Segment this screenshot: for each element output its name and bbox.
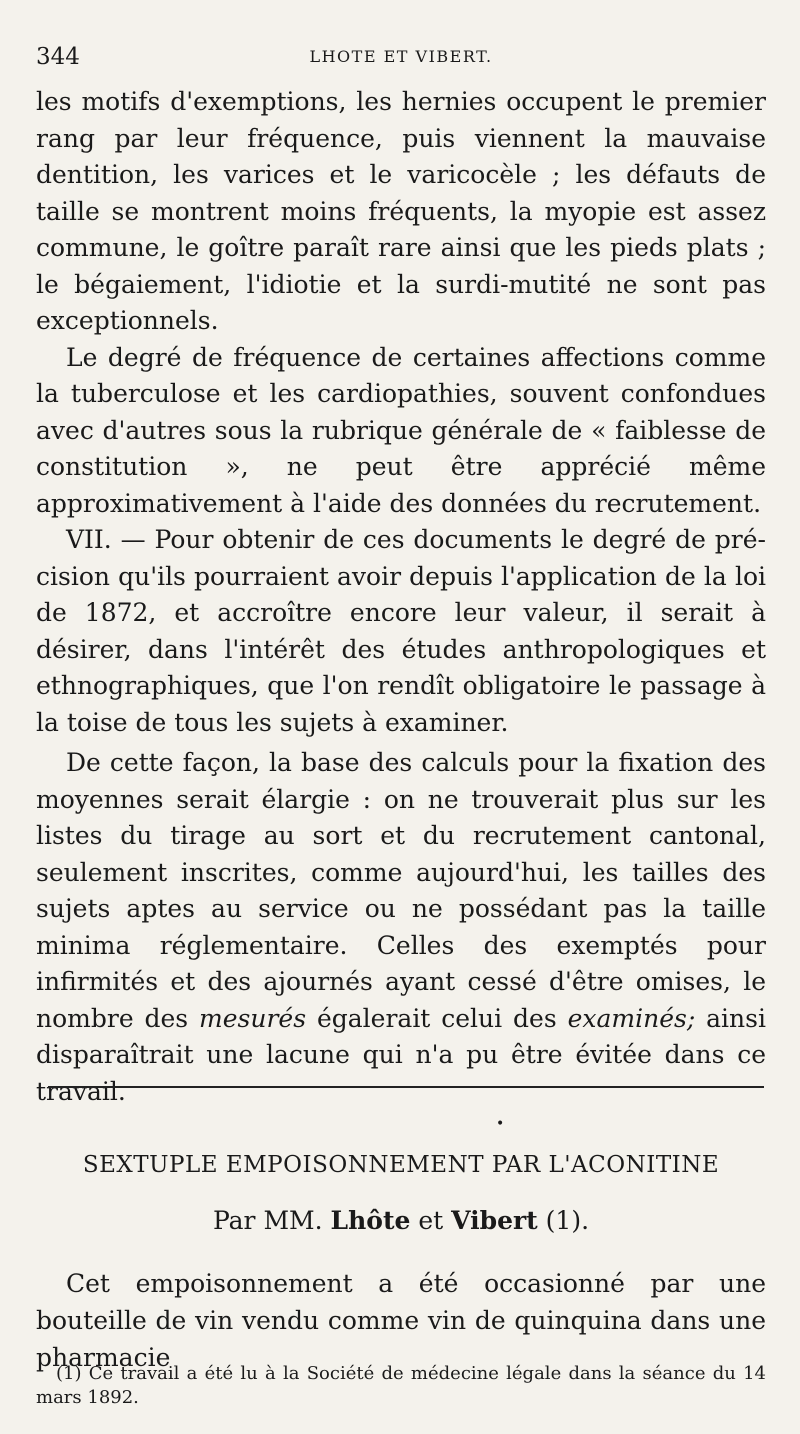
- footnote-reference: (1).: [537, 1206, 590, 1235]
- authors-joiner: et: [410, 1206, 452, 1235]
- running-title: LHOTE ET VIBERT.: [309, 47, 493, 66]
- intro-paragraph: Cet empoisonnement a été occasionné par une bouteille de vin vendu comme vin de quinquina dans une pharmacie: [36, 1269, 766, 1372]
- section-divider: [48, 1086, 764, 1088]
- paragraph-frequency: Le degré de fréquence de certaines affections comme la tuberculose et les cardiopathies, souvent confondues avec d'autres sous la rubrique générale de « faiblesse de constitution », ne peut être apprécié même approximativement à l'aide des données du recrutement.: [36, 342, 766, 518]
- body-text: [36, 84, 766, 1110]
- footnote-text: (1) Ce travail a été lu à la Société de médecine légale dans la séance du 14 mars 1892.: [36, 1363, 766, 1408]
- conclusion-text-1: De cette façon, la base des calculs pour la fixation des moyennes serait élargie : on ne trouverait plus sur les listes du tirage au sort et du recrutement cantonal, seulement inscrites, comme aujourd'hui, les tailles des sujets aptes au service ou ne possédant pas la taille minima réglementaire. Celles des exemptés pour infirmités et des ajournés ayant cessé d'être omises, le nombre des: [36, 748, 766, 1033]
- page-header: [36, 44, 766, 80]
- author-vibert: Vibert: [451, 1206, 538, 1235]
- divider-dot: •: [496, 1116, 505, 1132]
- paragraph-conclusion: [36, 745, 766, 1110]
- conclusion-text-3: ainsi disparaîtrait une lacune qui n'a pu être évitée dans ce travail.: [36, 1003, 766, 1106]
- conclusion-text-2: égalerait celui des: [306, 1003, 568, 1033]
- conclusion-emphasis-1: mesurés: [199, 1003, 307, 1033]
- authors-prefix: Par MM.: [212, 1206, 331, 1235]
- paragraph-exemptions: les motifs d'exemptions, les hernies occupent le premier rang par leur fréquence, puis viennent la mauvaise dentition, les varices et le varicocèle ; les défauts de taille se montrent moins fréquents, la myopie est assez commune, le goître paraît rare ainsi que les pieds plats ; le bégaiement, l'idiotie et la surdi-mutité ne sont pas exceptionnels.: [36, 87, 766, 335]
- section-authors: [36, 1206, 766, 1235]
- section-intro: [36, 1265, 766, 1376]
- author-lhote: Lhôte: [330, 1206, 411, 1235]
- page-number: 344: [36, 44, 80, 70]
- section-title: SEXTUPLE EMPOISONNEMENT PAR L'ACONITINE: [82, 1152, 720, 1178]
- conclusion-emphasis-2: examinés;: [567, 1003, 696, 1033]
- footnote: [36, 1362, 766, 1410]
- paragraph-section-vii: VII. — Pour obtenir de ces documents le degré de précision qu'ils pourraient avoir depuis l'application de la loi de 1872, et accroître encore leur valeur, il serait à désirer, dans l'intérêt des études anthropologiques et ethnographiques, que l'on rendît obligatoire le passage à la toise de tous les sujets à examiner.: [36, 525, 766, 737]
